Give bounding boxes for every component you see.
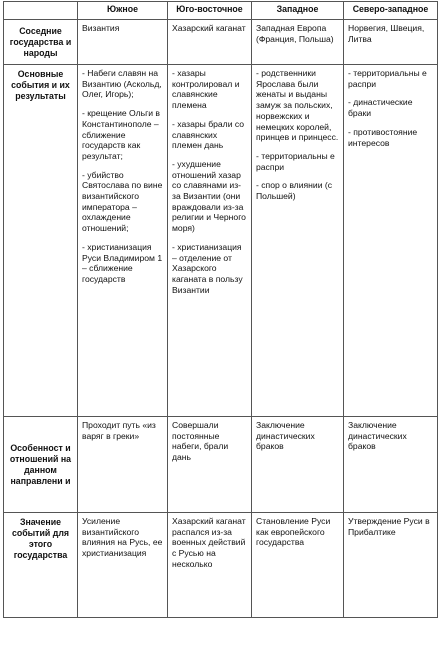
- cell-events-west: [252, 65, 344, 417]
- list-item: - противостояние интересов: [348, 126, 418, 148]
- list-item: - родственники Ярослава были женаты и выданы замуж за польских, норвежских и немецких королей, принцев и принцесс.: [256, 68, 339, 143]
- list-item: - крещение Ольги в Константинополе – сближение государств как результат;: [82, 108, 161, 161]
- list-item: - убийство Святослава по вине византийского императора – охлаждение отношений;: [82, 169, 163, 234]
- cell-features-southeast: Совершали постоянные набеги, брали дань: [168, 417, 252, 513]
- list-item: - территориальны е распри: [256, 150, 335, 172]
- table-row-features: [4, 417, 438, 513]
- list-item: - ухудшение отношений хазар со славянами из-за Византии (они враждовали из-за религии и Черного моря): [172, 158, 246, 234]
- cell-significance-south: Усиление византийского влияния на Русь, ее христианизация: [78, 513, 168, 618]
- list-item: - спор о влиянии (с Польшей): [256, 180, 333, 202]
- column-header-southeast: Юго-восточное: [168, 2, 252, 20]
- cell-significance-west: Становление Руси как европейского государства: [252, 513, 344, 618]
- row-header-neighbors: Соседние государства и народы: [4, 20, 78, 65]
- history-table: [3, 1, 438, 618]
- column-header-south: Южное: [78, 2, 168, 20]
- list-item: - династические браки: [348, 97, 413, 119]
- corner-cell: [4, 2, 78, 20]
- cell-significance-northwest: Утверждение Руси в Прибалтике: [344, 513, 438, 618]
- row-header-features: Особенност и отношений на данном направлени и: [4, 417, 78, 513]
- cell-features-west: Заключение династических браков: [252, 417, 344, 513]
- cell-neighbors-west: Западная Европа (Франция, Польша): [252, 20, 344, 65]
- cell-features-northwest: Заключение династических браков: [344, 417, 438, 513]
- cell-neighbors-southeast: Хазарский каганат: [168, 20, 252, 65]
- header-row: [4, 2, 438, 20]
- column-header-west: Западное: [252, 2, 344, 20]
- table-row-neighbors: [4, 20, 438, 65]
- table-row-significance: [4, 513, 438, 618]
- list-item: - христианизация Руси Владимиром 1 – сближение государств: [82, 241, 163, 284]
- table-row-events: [4, 65, 438, 417]
- cell-neighbors-northwest: Норвегия, Швеция, Литва: [344, 20, 438, 65]
- cell-events-northwest: [344, 65, 438, 417]
- cell-events-south: [78, 65, 168, 417]
- row-header-significance: Значение событий для этого государства: [4, 513, 78, 618]
- cell-events-southeast: [168, 65, 252, 417]
- list-item: - территориальны е распри: [348, 68, 427, 89]
- list-item: - хазары контролировал и славянские племена: [172, 68, 240, 111]
- list-item: - хазары брали со славянских племен дань: [172, 118, 245, 151]
- column-header-northwest: Северо-западное: [344, 2, 438, 20]
- cell-neighbors-south: Византия: [78, 20, 168, 65]
- cell-significance-southeast: Хазарский каганат распался из-за военных действий с Русью на несколько: [168, 513, 252, 618]
- cell-features-south: Проходит путь «из варяг в греки»: [78, 417, 168, 513]
- row-header-events: Основные события и их результаты: [4, 65, 78, 417]
- list-item: - Набеги славян на Византию (Аскольд, Олег, Игорь);: [82, 68, 162, 100]
- list-item: - христианизация – отделение от Хазарского каганата в пользу Византии: [172, 241, 243, 295]
